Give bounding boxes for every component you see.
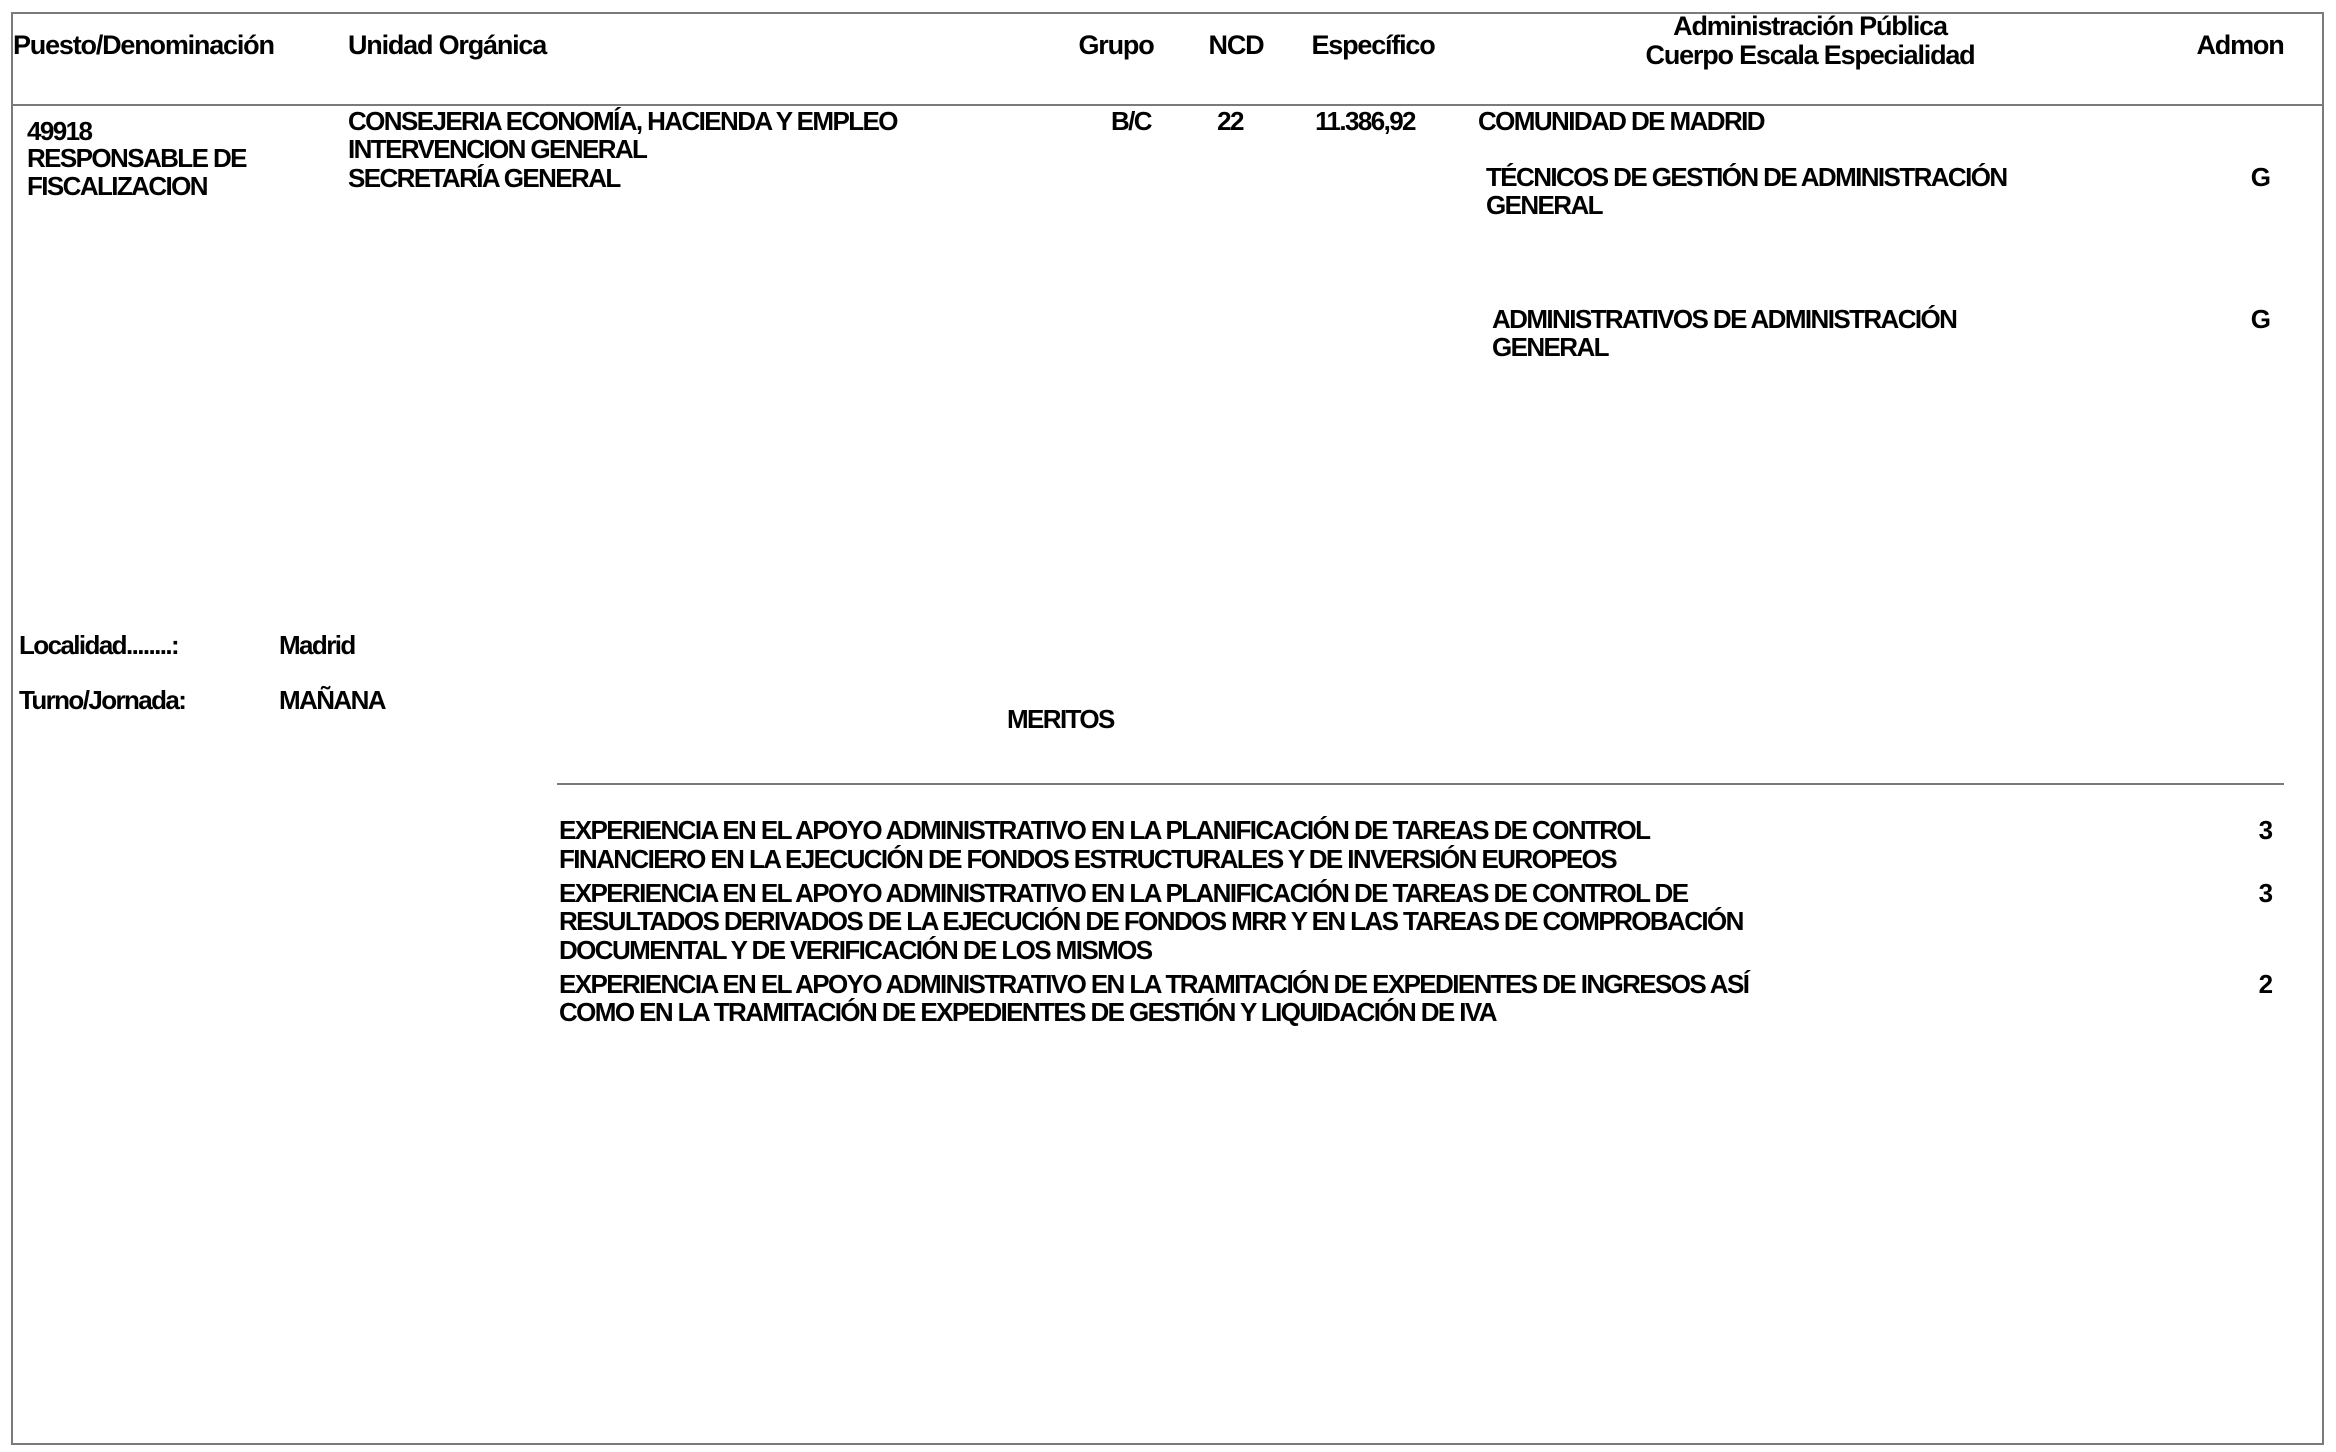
unidad-organica-line: SECRETARÍA GENERAL bbox=[348, 163, 620, 193]
meritos-title: MERITOS bbox=[1007, 704, 1114, 734]
turno-value: MAÑANA bbox=[279, 685, 385, 715]
merito-line: COMO EN LA TRAMITACIÓN DE EXPEDIENTES DE GESTIÓN Y LIQUIDACIÓN DE IVA bbox=[559, 997, 1496, 1027]
header-grupo: Grupo bbox=[1078, 30, 1154, 60]
merito-line: EXPERIENCIA EN EL APOYO ADMINISTRATIVO EN LA PLANIFICACIÓN DE TAREAS DE CONTROL bbox=[559, 815, 1650, 845]
header-ncd: NCD bbox=[1208, 30, 1264, 60]
header-administracion-line2: Cuerpo Escala Especialidad bbox=[1645, 40, 1975, 70]
denominacion-line: FISCALIZACION bbox=[27, 171, 207, 201]
cuerpo-admon: G bbox=[2250, 304, 2270, 334]
merito-line: EXPERIENCIA EN EL APOYO ADMINISTRATIVO EN LA TRAMITACIÓN DE EXPEDIENTES DE INGRESOS ASÍ bbox=[559, 969, 1749, 999]
unidad-organica-line: CONSEJERIA ECONOMÍA, HACIENDA Y EMPLEO bbox=[348, 106, 897, 136]
denominacion-line: RESPONSABLE DE bbox=[27, 143, 246, 173]
document-frame bbox=[11, 12, 2324, 1445]
ncd-value: 22 bbox=[1217, 106, 1243, 136]
grupo-value: B/C bbox=[1111, 106, 1151, 136]
unidad-organica-line: INTERVENCION GENERAL bbox=[348, 134, 647, 164]
header-admon: Admon bbox=[2196, 30, 2284, 60]
merito-line: DOCUMENTAL Y DE VERIFICACIÓN DE LOS MISMOS bbox=[559, 935, 1152, 965]
meritos-separator bbox=[557, 783, 2284, 785]
localidad-label: Localidad........: bbox=[19, 630, 179, 660]
merito-points: 3 bbox=[2258, 815, 2272, 845]
administracion-value: COMUNIDAD DE MADRID bbox=[1478, 106, 1764, 136]
merito-line: FINANCIERO EN LA EJECUCIÓN DE FONDOS ESTRUCTURALES Y DE INVERSIÓN EUROPEOS bbox=[559, 844, 1617, 874]
header-especifico: Específico bbox=[1311, 30, 1435, 60]
cuerpo-line: ADMINISTRATIVOS DE ADMINISTRACIÓN bbox=[1492, 304, 1957, 334]
cuerpo-line: GENERAL bbox=[1492, 332, 1608, 362]
merito-line: RESULTADOS DERIVADOS DE LA EJECUCIÓN DE FONDOS MRR Y EN LAS TAREAS DE COMPROBACIÓN bbox=[559, 906, 1743, 936]
cuerpo-line: GENERAL bbox=[1486, 190, 1602, 220]
turno-label: Turno/Jornada: bbox=[19, 685, 186, 715]
merito-points: 2 bbox=[2258, 969, 2272, 999]
header-unidad: Unidad Orgánica bbox=[348, 30, 547, 60]
puesto-codigo: 49918 bbox=[27, 116, 92, 146]
merito-line: EXPERIENCIA EN EL APOYO ADMINISTRATIVO EN LA PLANIFICACIÓN DE TAREAS DE CONTROL DE bbox=[559, 878, 1688, 908]
header-administracion-line1: Administración Pública bbox=[1673, 11, 1947, 41]
merito-points: 3 bbox=[2258, 878, 2272, 908]
localidad-value: Madrid bbox=[279, 630, 355, 660]
especifico-value: 11.386,92 bbox=[1315, 106, 1415, 136]
cuerpo-admon: G bbox=[2250, 162, 2270, 192]
header-puesto: Puesto/Denominación bbox=[13, 30, 274, 60]
cuerpo-line: TÉCNICOS DE GESTIÓN DE ADMINISTRACIÓN bbox=[1486, 162, 2007, 192]
